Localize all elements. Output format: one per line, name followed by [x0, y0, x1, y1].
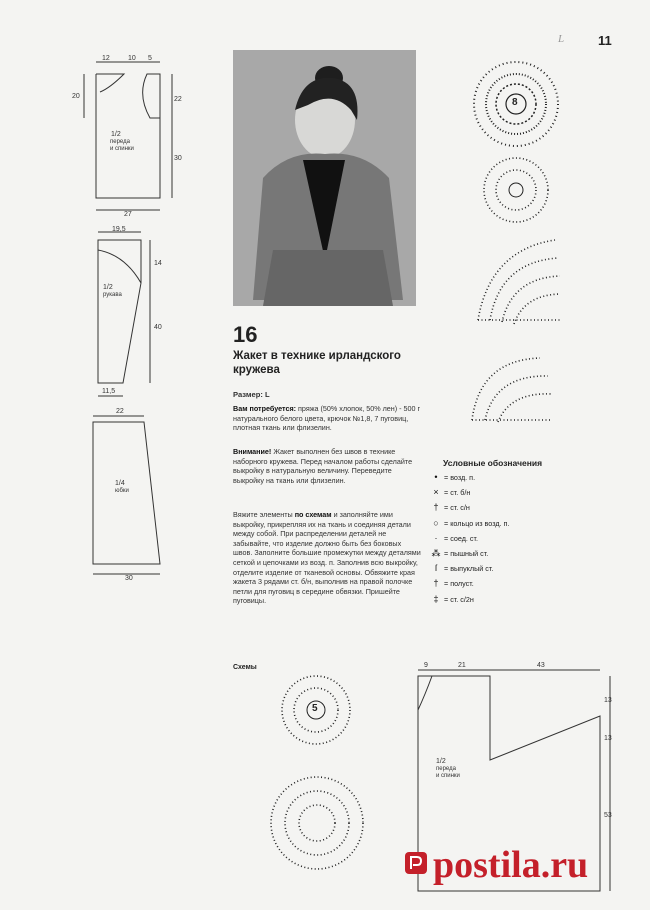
skirt-dim-2: 30	[125, 575, 133, 582]
instructions-text-1: Вяжите элементы	[233, 510, 293, 519]
front-back-pattern	[84, 62, 172, 210]
fb-label-2: переда	[110, 139, 130, 145]
materials-text: пряжа (50% хлопок, 50% лен) - 500 г натурального белого цвета, крючок №1,8, 7 пуговиц, плотная ткань или флизелин.	[233, 404, 421, 433]
legend-symbol: †	[433, 502, 439, 513]
legend-text: = ст. с/н	[444, 503, 470, 513]
legend-item	[428, 546, 628, 561]
legend-symbol: ×	[433, 487, 439, 498]
fb-dim-7: 27	[124, 211, 132, 218]
jacket-label-3: и спинки	[436, 773, 460, 779]
pattern-title: Жакет в технике ирландского кружева	[233, 350, 401, 376]
skirt-label-2: юбки	[115, 488, 129, 494]
motif-number-top: 8	[512, 97, 518, 108]
sleeve-pattern	[98, 232, 150, 396]
jacket-label-2: переда	[436, 766, 456, 772]
jacket-label-1: 1/2	[436, 758, 446, 765]
legend-title: Условные обозначения	[443, 458, 543, 468]
fb-label-1: 1/2	[111, 131, 121, 138]
legend-item	[428, 500, 628, 515]
sleeve-dim-2: 14	[154, 260, 162, 267]
motif-flower	[484, 158, 548, 222]
instructions-text-2: и заполняйте ими выкройку, прикрепляя их на ткань и соединяя детали между собой. При распределении деталей не забывайте, что изделие должно быть без боковых швов. Заполните большие промежутки между деталями сеткой и цепочками из возд. п. Заполнив всю выкройку, отделите изделие от тканевой основы. Обвяжите края жакета 3 рядами ст. б/н, выполнив на правой полочке петли для пуговиц в середине обвязки. Пришейте пуговицы.	[233, 510, 421, 606]
legend-symbol: •	[434, 472, 438, 483]
legend-text: = полуст.	[444, 579, 474, 589]
fb-label-3: и спинки	[110, 146, 134, 152]
legend-list	[428, 470, 628, 607]
legend-symbol: ‡	[433, 593, 439, 604]
materials-label: Вам потребуется:	[233, 404, 297, 413]
pattern-number: 16	[233, 322, 258, 347]
jacket-dim-1: 9	[424, 662, 428, 669]
jacket-dim-5: 13	[604, 735, 612, 742]
attention-paragraph	[233, 447, 421, 485]
motif-bottom-round	[271, 777, 363, 869]
jacket-dim-3: 43	[537, 662, 545, 669]
legend-item	[428, 485, 628, 500]
legend-text: = выпуклый ст.	[444, 564, 494, 574]
model-photo	[233, 50, 416, 306]
instructions-paragraph	[233, 510, 421, 606]
fb-dim-4: 20	[72, 93, 80, 100]
jacket-dim-2: 21	[458, 662, 466, 669]
legend-item	[428, 470, 628, 485]
legend-item	[428, 561, 628, 576]
materials-paragraph	[233, 404, 421, 433]
legend-symbol: ſ	[435, 563, 437, 574]
attention-label: Внимание!	[233, 447, 272, 456]
fb-dim-6: 30	[174, 155, 182, 162]
legend-text: = ст. б/н	[444, 488, 471, 498]
skirt-label-1: 1/4	[115, 480, 125, 487]
instructions-bold: по схемам	[294, 510, 332, 519]
skirt-dim-1: 22	[116, 408, 124, 415]
legend-symbol: ⁂	[431, 548, 441, 559]
motif-number-bottom: 5	[312, 703, 318, 714]
legend-item	[428, 516, 628, 531]
handwritten-mark: L	[558, 33, 565, 45]
legend-item	[428, 592, 628, 607]
sleeve-label-1: 1/2	[103, 284, 113, 291]
motif-fan	[472, 358, 552, 422]
legend-symbol: ○	[433, 517, 439, 528]
legend-item	[428, 531, 628, 546]
attention-text: Жакет выполнен без швов в технике наборного кружева. Перед началом работы сделайте выкройку в натуральную величину. Переведите выкройку на ткань или флизелин.	[233, 447, 413, 485]
jacket-dim-4: 13	[604, 697, 612, 704]
legend-text: = возд. п.	[444, 473, 476, 483]
fb-dim-2: 10	[128, 55, 136, 62]
size-line	[233, 390, 421, 400]
fb-dim-3: 5	[148, 55, 152, 62]
page-number: 11	[598, 33, 612, 48]
legend-symbol: †	[433, 578, 439, 589]
legend-text: = пышный ст.	[444, 549, 489, 559]
legend-symbol: ·	[434, 532, 438, 543]
watermark-logo-icon	[404, 851, 428, 875]
motif-leaf	[478, 240, 560, 324]
legend-item	[428, 576, 628, 591]
jacket-dim-6: 53	[604, 812, 612, 819]
skirt-pattern	[93, 416, 160, 574]
legend-text: = ст. с/2н	[444, 594, 474, 604]
legend-text: = соед. ст.	[444, 533, 478, 543]
sleeve-label-2: рукава	[103, 292, 122, 298]
schemes-label: Схемы	[233, 664, 257, 671]
watermark-text: postila.ru	[433, 844, 589, 886]
sleeve-dim-4: 11,5	[102, 388, 116, 395]
sleeve-dim-3: 40	[154, 324, 162, 331]
sleeve-dim-1: 19,5	[112, 226, 126, 233]
size-value: L	[265, 390, 270, 399]
fb-dim-5: 22	[174, 96, 182, 103]
fb-dim-1: 12	[102, 55, 110, 62]
legend-text: = кольцо из возд. п.	[444, 518, 510, 528]
size-label: Размер:	[233, 390, 263, 399]
